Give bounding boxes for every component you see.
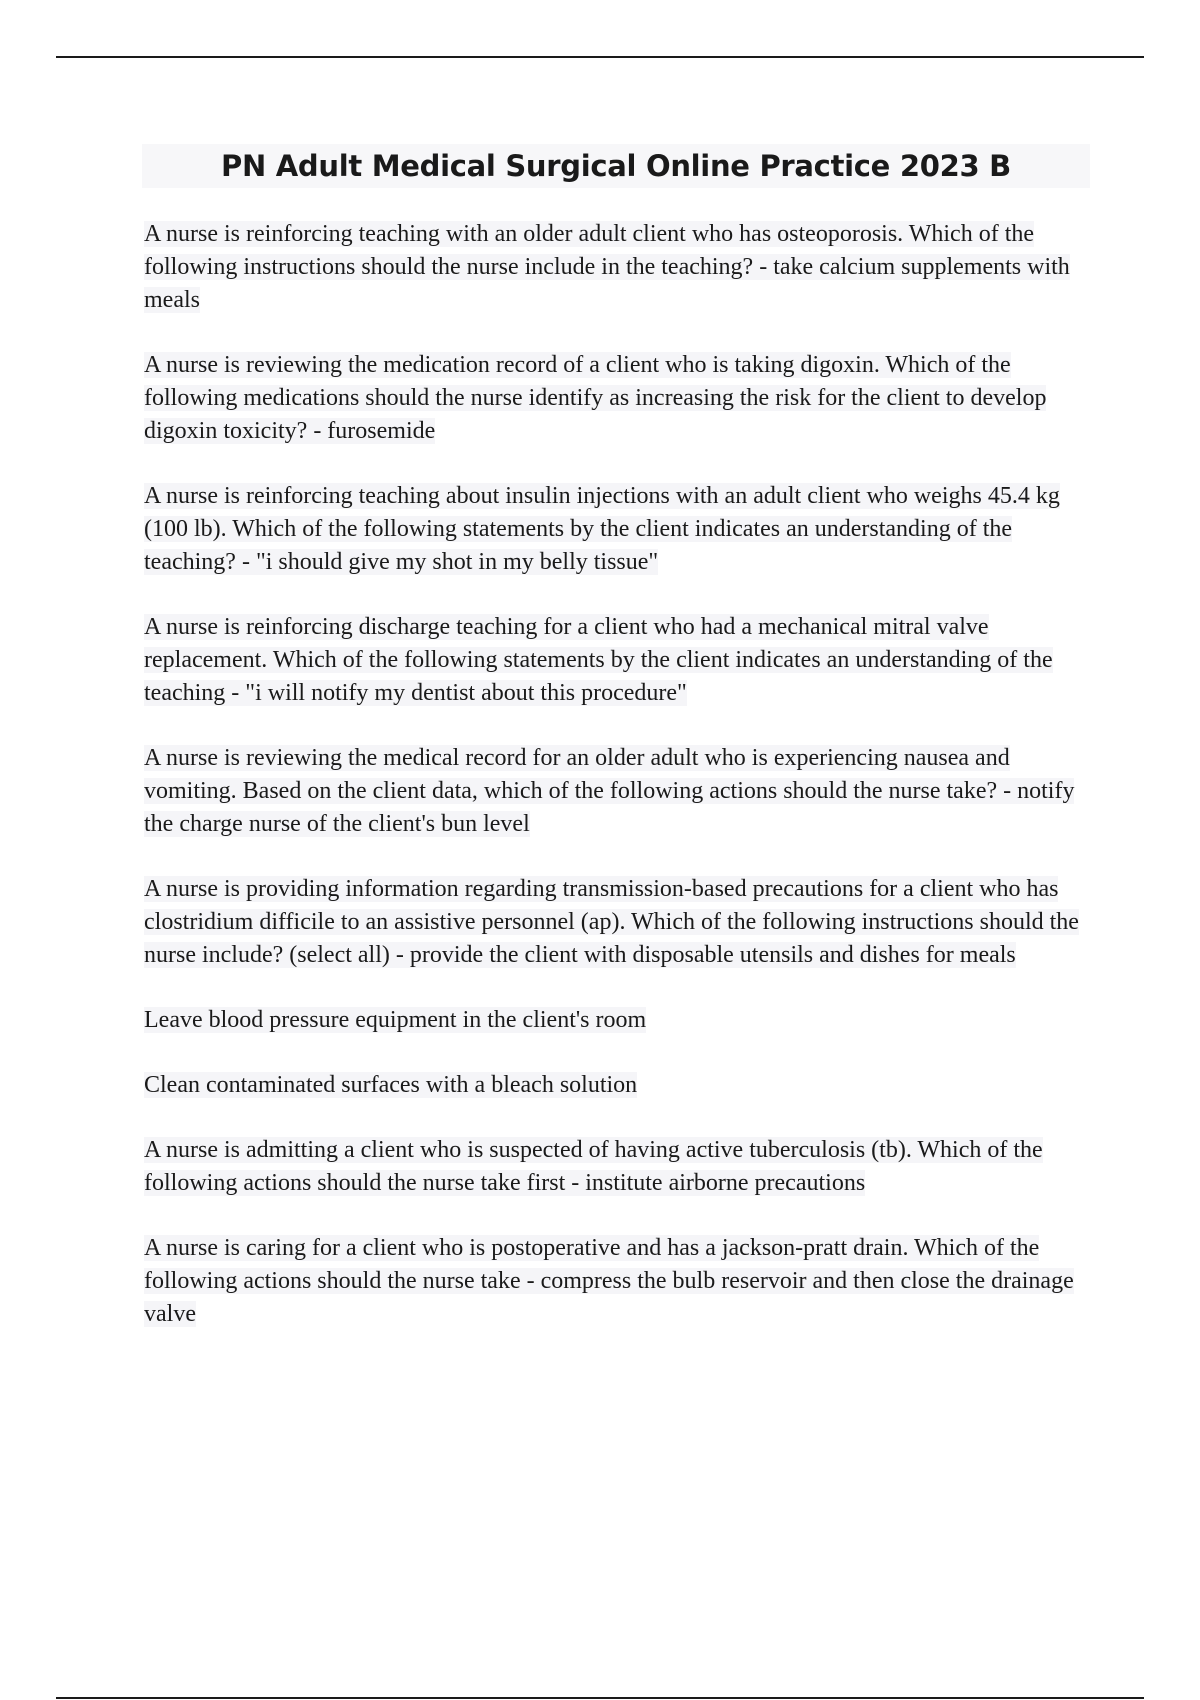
- paragraph: [144, 1004, 1100, 1037]
- paragraph: [144, 218, 1100, 317]
- document-body: [144, 218, 1100, 1363]
- paragraph-text: A nurse is reviewing the medication record of a client who is taking digoxin. Which of the following medications should the nurse identify as increasing the risk for the client to develop digoxin toxicity? - furosemide: [144, 352, 1047, 444]
- paragraph-text: A nurse is admitting a client who is suspected of having active tuberculosis (tb). Which of the following actions should the nurse take first - institute airborne precautions: [144, 1137, 1043, 1196]
- paragraph-text: A nurse is reinforcing discharge teaching for a client who had a mechanical mitral valve replacement. Which of the following statements by the client indicates an understanding of the teaching - "i will notify my dentist about this procedure": [144, 614, 1053, 706]
- page-title: PN Adult Medical Surgical Online Practice 2023 B: [221, 149, 1011, 183]
- paragraph-text: A nurse is reviewing the medical record for an older adult who is experiencing nausea and vomiting. Based on the client data, which of the following actions should the nurse take? - notify the charge nurse of the client's bun level: [144, 745, 1075, 837]
- paragraph: [144, 1232, 1100, 1331]
- paragraph-text: A nurse is reinforcing teaching with an older adult client who has osteoporosis. Which of the following instructions should the nurse include in the teaching? - take calcium supplements with meals: [144, 221, 1070, 313]
- paragraph-text: A nurse is reinforcing teaching about insulin injections with an adult client who weighs 45.4 kg (100 lb). Which of the following statements by the client indicates an understanding of the teaching? - "i should give my shot in my belly tissue": [144, 483, 1060, 575]
- paragraph: [144, 349, 1100, 448]
- paragraph: [144, 480, 1100, 579]
- paragraph-text: A nurse is caring for a client who is postoperative and has a jackson-pratt drain. Which of the following actions should the nurse take - compress the bulb reservoir and then close the drainage valve: [144, 1235, 1074, 1327]
- bottom-divider: [56, 1697, 1144, 1699]
- title-banner: [142, 144, 1090, 188]
- paragraph: [144, 742, 1100, 841]
- paragraph-text: A nurse is providing information regarding transmission-based precautions for a client who has clostridium difficile to an assistive personnel (ap). Which of the following instructions should the nurse include? (select all) - provide the client with disposable utensils and dishes for meals: [144, 876, 1079, 968]
- paragraph: [144, 1134, 1100, 1200]
- paragraph: [144, 1069, 1100, 1102]
- top-divider: [56, 56, 1144, 58]
- paragraph: [144, 873, 1100, 972]
- paragraph-text: Leave blood pressure equipment in the client's room: [144, 1007, 647, 1033]
- paragraph: [144, 611, 1100, 710]
- paragraph-text: Clean contaminated surfaces with a bleach solution: [144, 1072, 638, 1098]
